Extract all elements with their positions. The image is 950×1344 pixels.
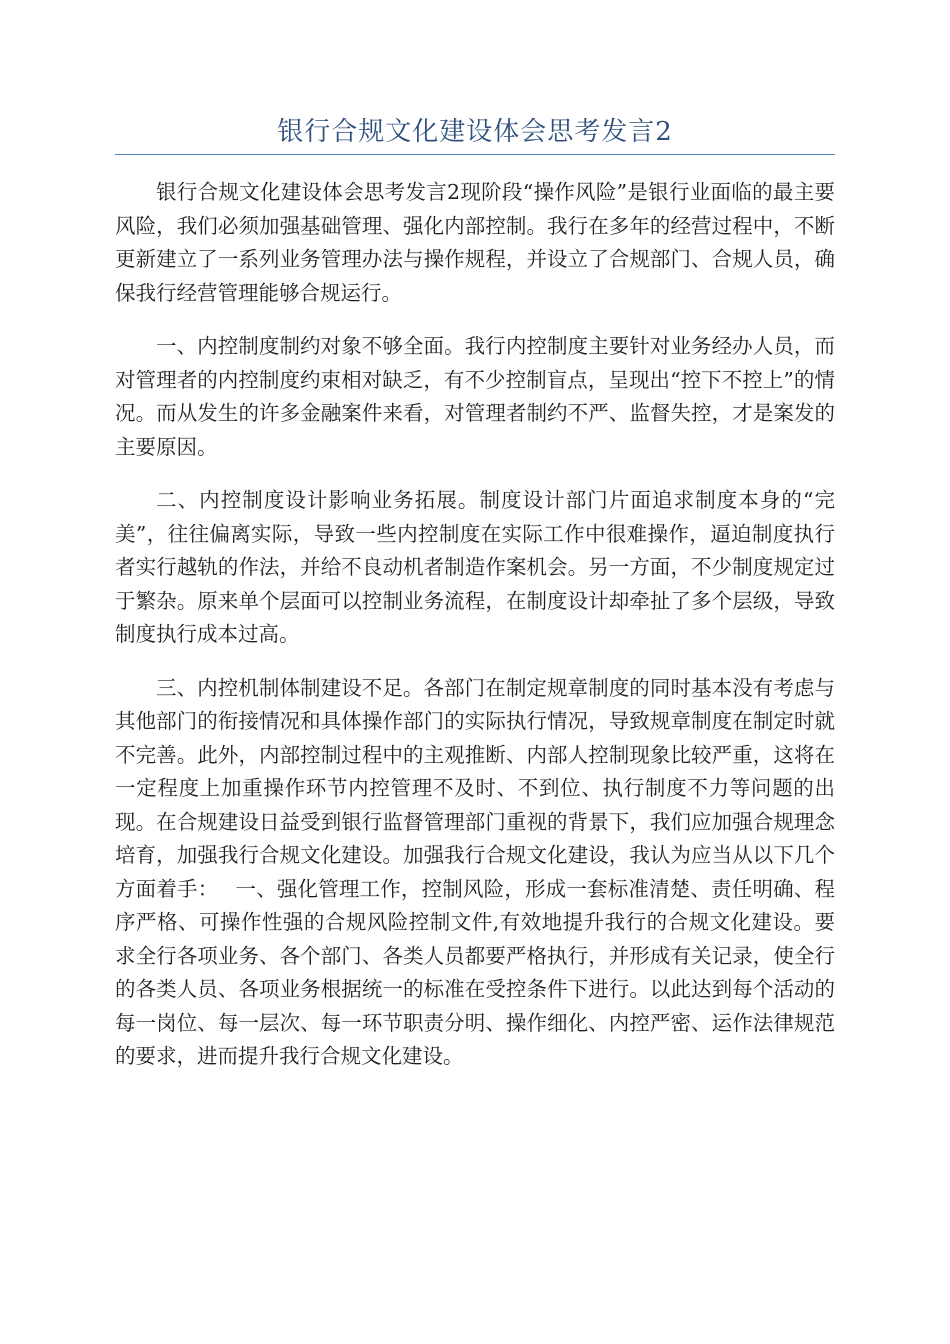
document-title: 银行合规文化建设体会思考发言2 — [277, 117, 673, 147]
title-underline — [115, 154, 835, 155]
document-body — [115, 176, 835, 1094]
paragraph-point-three: 三、内控机制体制建设不足。各部门在制定规章制度的同时基本没有考虑与其他部门的衔接情况和具体操作部门的实际执行情况，导致规章制度在制定时就不完善。此外，内部控制过程中的主观推断、内部人控制现象比较严重，这将在一定程度上加重操作环节内控管理不及时、不到位、执行制度不力等问题的出现。在合规建设日益受到银行监督管理部门重视的背景下，我们应加强合规理念培育，加强我行合规文化建设。加强我行合规文化建设，我认为应当从以下几个方面着手： 一、强化管理工作，控制风险，形成一套标准清楚、责任明确、程序严格、可操作性强的合规风险控制文件,有效地提升我行的合规文化建设。要求全行各项业务、各个部门、各类人员都要严格执行，并形成有关记录，使全行的各类人员、各项业务根据统一的标准在受控条件下进行。以此达到每个活动的每一岗位、每一层次、每一环节职责分明、操作细化、内控严密、运作法律规范的要求，进而提升我行合规文化建设。 — [115, 675, 835, 1068]
paragraph-point-two: 二、内控制度设计影响业务拓展。制度设计部门片面追求制度本身的“完美”，往往偏离实际，导致一些内控制度在实际工作中很难操作，逼迫制度执行者实行越轨的作法，并给不良动机者制造作案机会。另一方面，不少制度规定过于繁杂。原来单个层面可以控制业务流程，在制度设计却牵扯了多个层级，导致制度执行成本过高。 — [115, 488, 835, 646]
paragraph-point-one: 一、内控制度制约对象不够全面。我行内控制度主要针对业务经办人员，而对管理者的内控制度约束相对缺乏，有不少控制盲点，呈现出“控下不控上”的情况。而从发生的许多金融案件来看，对管理者制约不严、监督失控，才是案发的主要原因。 — [115, 334, 835, 459]
paragraph-intro: 银行合规文化建设体会思考发言2现阶段“操作风险”是银行业面临的最主要风险，我们必须加强基础管理、强化内部控制。我行在多年的经营过程中，不断更新建立了一系列业务管理办法与操作规程，并设立了合规部门、合规人员，确保我行经营管理能够合规运行。 — [115, 180, 835, 305]
